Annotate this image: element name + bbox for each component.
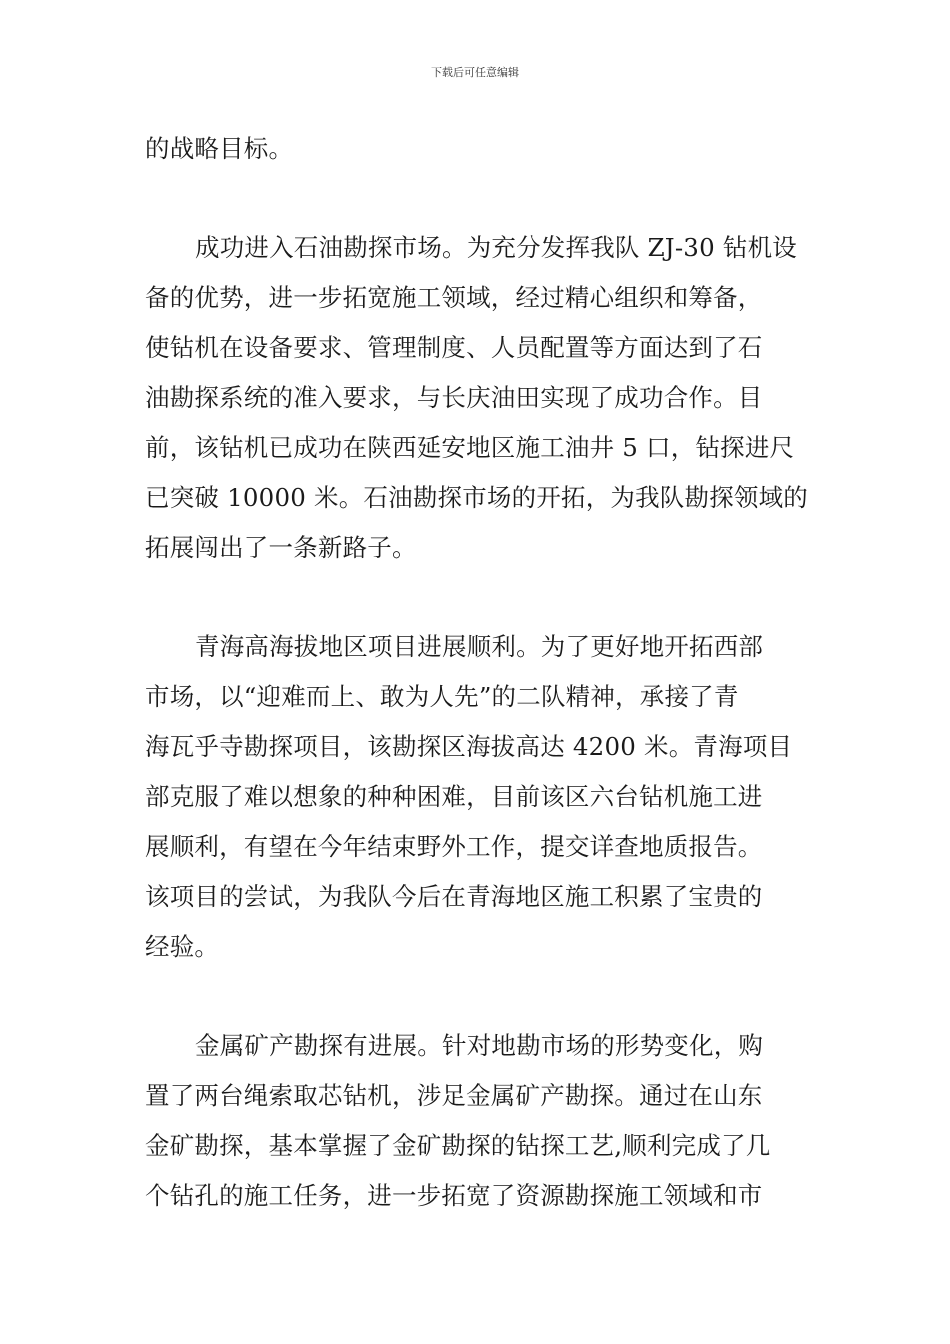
text-line: 该项目的尝试，为我队今后在青海地区施工积累了宝贵的 — [145, 882, 763, 911]
text-line: 备的优势，进一步拓宽施工领域，经过精心组织和筹备， — [145, 283, 763, 312]
page-header: 下载后可任意编辑 — [431, 66, 519, 79]
text-line: 使钻机在设备要求、管理制度、人员配置等方面达到了石 — [145, 333, 763, 362]
text-line: 置了两台绳索取芯钻机，涉足金属矿产勘探。通过在山东 — [145, 1081, 763, 1110]
paragraph-gap — [145, 972, 807, 1021]
document-body — [145, 124, 807, 1221]
text-line: 个钻孔的施工任务，进一步拓宽了资源勘探施工领域和市 — [145, 1181, 763, 1210]
paragraph — [145, 124, 807, 174]
paragraph-gap — [145, 573, 807, 622]
text-line: 海瓦乎寺勘探项目，该勘探区海拔高达 4200 米。青海项目 — [145, 732, 793, 761]
paragraph-gap — [145, 174, 807, 223]
text-line: 金属矿产勘探有进展。针对地勘市场的形势变化，购 — [195, 1031, 764, 1060]
text-line: 已突破 10000 米。石油勘探市场的开拓，为我队勘探领域的 — [145, 483, 809, 512]
text-line: 市场，以“迎难而上、敢为人先”的二队精神，承接了青 — [145, 682, 739, 711]
paragraph — [145, 622, 807, 972]
text-line: 拓展闯出了一条新路子。 — [145, 533, 417, 562]
text-line: 经验。 — [145, 932, 220, 961]
text-line: 部克服了难以想象的种种困难，目前该区六台钻机施工进 — [145, 782, 763, 811]
paragraph — [145, 1021, 807, 1221]
text-line: 展顺利，有望在今年结束野外工作，提交详查地质报告。 — [145, 832, 763, 861]
text-line: 油勘探系统的准入要求，与长庆油田实现了成功合作。目 — [145, 383, 763, 412]
text-line: 前，该钻机已成功在陕西延安地区施工油井 5 口，钻探进尺 — [145, 433, 795, 462]
text-line: 青海高海拔地区项目进展顺利。为了更好地开拓西部 — [195, 632, 764, 661]
paragraph — [145, 223, 807, 573]
text-line: 成功进入石油勘探市场。为充分发挥我队 ZJ-30 钻机设 — [195, 233, 797, 262]
text-line: 的战略目标。 — [145, 134, 294, 163]
text-line: 金矿勘探，基本掌握了金矿勘探的钻探工艺,顺利完成了几 — [145, 1131, 771, 1160]
